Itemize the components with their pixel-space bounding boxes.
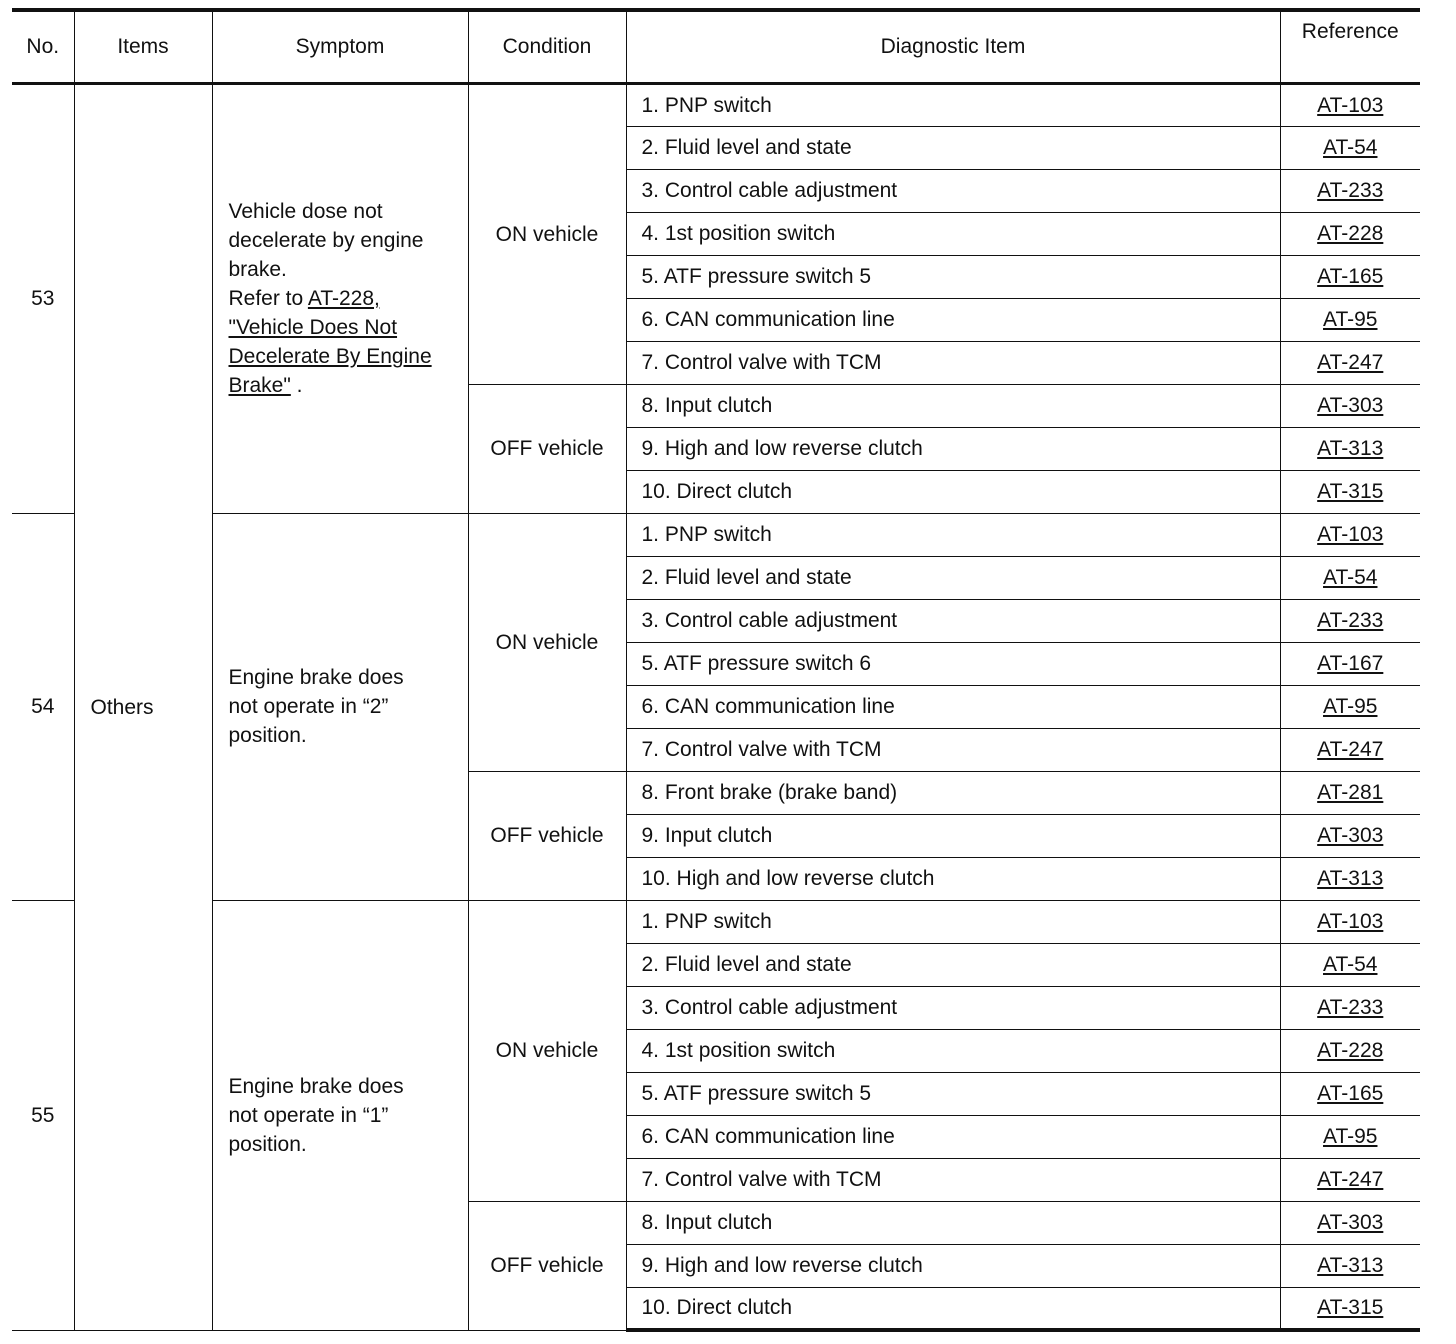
reference-cell [1280, 1244, 1420, 1287]
diagnostic-item: 7. Control valve with TCM [626, 341, 1280, 384]
row-number: 55 [12, 900, 74, 1330]
diagnostic-item: 3. Control cable adjustment [626, 169, 1280, 212]
reference-link[interactable]: AT-54 [1323, 953, 1378, 976]
reference-link[interactable]: AT-165 [1317, 265, 1384, 288]
diagnostic-item: 9. Input clutch [626, 814, 1280, 857]
table-row [12, 900, 1420, 943]
reference-cell [1280, 384, 1420, 427]
condition-cell: OFF vehicle [468, 1201, 626, 1330]
reference-link[interactable]: AT-247 [1317, 351, 1384, 374]
reference-link[interactable]: AT-95 [1323, 1125, 1378, 1148]
reference-link[interactable]: AT-313 [1317, 437, 1384, 460]
reference-cell [1280, 728, 1420, 771]
diagnostic-item: 8. Input clutch [626, 384, 1280, 427]
reference-cell [1280, 212, 1420, 255]
header-items: Items [74, 10, 212, 83]
reference-cell [1280, 556, 1420, 599]
symptom-reference-link[interactable]: Decelerate By Engine [228, 345, 432, 368]
condition-cell: OFF vehicle [468, 771, 626, 900]
reference-cell [1280, 857, 1420, 900]
reference-cell [1280, 169, 1420, 212]
symptom-cell: Engine brake does not operate in “2” position. [212, 513, 468, 900]
reference-link[interactable]: AT-303 [1317, 824, 1384, 847]
reference-link[interactable]: AT-228 [1317, 1039, 1384, 1062]
reference-link[interactable]: AT-95 [1323, 695, 1378, 718]
diagnostic-item: 5. ATF pressure switch 5 [626, 1072, 1280, 1115]
reference-cell [1280, 341, 1420, 384]
row-number: 54 [12, 513, 74, 900]
row-number: 53 [12, 83, 74, 513]
diagnostic-item: 2. Fluid level and state [626, 943, 1280, 986]
diagnostic-item: 3. Control cable adjustment [626, 986, 1280, 1029]
header-row [12, 10, 1420, 83]
reference-link[interactable]: AT-303 [1317, 394, 1384, 417]
reference-link[interactable]: AT-313 [1317, 1254, 1384, 1277]
reference-cell [1280, 1072, 1420, 1115]
diagnostic-item: 6. CAN communication line [626, 298, 1280, 341]
reference-link[interactable]: AT-103 [1317, 910, 1384, 933]
reference-link[interactable]: AT-95 [1323, 308, 1378, 331]
condition-cell: ON vehicle [468, 513, 626, 771]
reference-link[interactable]: AT-54 [1323, 566, 1378, 589]
reference-cell [1280, 642, 1420, 685]
reference-cell [1280, 470, 1420, 513]
diagnostic-item: 10. Direct clutch [626, 1287, 1280, 1330]
condition-cell: ON vehicle [468, 83, 626, 384]
reference-cell [1280, 599, 1420, 642]
reference-cell [1280, 943, 1420, 986]
reference-cell [1280, 771, 1420, 814]
items-cell: Others [74, 83, 212, 1330]
reference-link[interactable]: AT-315 [1317, 480, 1384, 503]
reference-cell [1280, 1029, 1420, 1072]
diagnostic-item: 7. Control valve with TCM [626, 728, 1280, 771]
diagnostic-item: 8. Input clutch [626, 1201, 1280, 1244]
reference-cell [1280, 83, 1420, 126]
reference-link[interactable]: AT-233 [1317, 996, 1384, 1019]
condition-cell: ON vehicle [468, 900, 626, 1201]
table-row [12, 513, 1420, 556]
reference-cell [1280, 900, 1420, 943]
reference-link[interactable]: AT-167 [1317, 652, 1384, 675]
table-row [12, 83, 1420, 126]
header-condition: Condition [468, 10, 626, 83]
reference-cell [1280, 986, 1420, 1029]
reference-link[interactable]: AT-54 [1323, 136, 1378, 159]
reference-link[interactable]: AT-247 [1317, 1168, 1384, 1191]
diagnostic-item: 1. PNP switch [626, 900, 1280, 943]
reference-link[interactable]: AT-247 [1317, 738, 1384, 761]
diagnostic-item: 2. Fluid level and state [626, 556, 1280, 599]
diagnostic-item: 2. Fluid level and state [626, 126, 1280, 169]
diagnostic-item: 4. 1st position switch [626, 1029, 1280, 1072]
reference-link[interactable]: AT-165 [1317, 1082, 1384, 1105]
diagnostic-item: 9. High and low reverse clutch [626, 1244, 1280, 1287]
diagnostic-item: 5. ATF pressure switch 5 [626, 255, 1280, 298]
reference-link[interactable]: AT-103 [1317, 93, 1384, 117]
diagnostic-item: 5. ATF pressure switch 6 [626, 642, 1280, 685]
reference-link[interactable]: AT-233 [1317, 179, 1384, 202]
reference-cell [1280, 1115, 1420, 1158]
reference-cell [1280, 685, 1420, 728]
header-symptom: Symptom [212, 10, 468, 83]
diagnostic-item: 7. Control valve with TCM [626, 1158, 1280, 1201]
reference-link[interactable]: AT-103 [1317, 523, 1384, 546]
reference-cell [1280, 1158, 1420, 1201]
reference-cell [1280, 513, 1420, 556]
diagnostic-table [12, 8, 1420, 1332]
reference-cell [1280, 1287, 1420, 1330]
reference-link[interactable]: AT-303 [1317, 1211, 1384, 1234]
diagnostic-item: 4. 1st position switch [626, 212, 1280, 255]
diagnostic-item: 8. Front brake (brake band) [626, 771, 1280, 814]
symptom-reference-link[interactable]: Brake" [228, 374, 291, 397]
symptom-reference-link[interactable]: AT-228, [307, 287, 380, 310]
diagnostic-item: 9. High and low reverse clutch [626, 427, 1280, 470]
reference-cell [1280, 427, 1420, 470]
reference-link[interactable]: AT-228 [1317, 222, 1384, 245]
reference-cell [1280, 814, 1420, 857]
reference-link[interactable]: AT-315 [1317, 1296, 1384, 1320]
header-reference: Reference [1280, 10, 1420, 83]
condition-cell: OFF vehicle [468, 384, 626, 513]
symptom-cell: Engine brake does not operate in “1” position. [212, 900, 468, 1330]
reference-link[interactable]: AT-233 [1317, 609, 1384, 632]
reference-cell [1280, 255, 1420, 298]
diagnostic-item: 6. CAN communication line [626, 685, 1280, 728]
reference-cell [1280, 1201, 1420, 1244]
reference-link[interactable]: AT-281 [1317, 781, 1384, 804]
header-diagnostic-item: Diagnostic Item [626, 10, 1280, 83]
diagnostic-item: 1. PNP switch [626, 513, 1280, 556]
diagnostic-item: 1. PNP switch [626, 83, 1280, 126]
diagnostic-item: 10. High and low reverse clutch [626, 857, 1280, 900]
reference-cell [1280, 298, 1420, 341]
diagnostic-item: 10. Direct clutch [626, 470, 1280, 513]
symptom-reference-link[interactable]: "Vehicle Does Not [228, 316, 398, 339]
diagnostic-item: 6. CAN communication line [626, 1115, 1280, 1158]
reference-link[interactable]: AT-313 [1317, 867, 1384, 890]
diagnostic-item: 3. Control cable adjustment [626, 599, 1280, 642]
header-no: No. [12, 10, 74, 83]
reference-cell [1280, 126, 1420, 169]
symptom-cell: Vehicle dose not decelerate by engine brake. Refer to AT-228, "Vehicle Does Not Decelerate By Engine Brake" . [212, 83, 468, 513]
